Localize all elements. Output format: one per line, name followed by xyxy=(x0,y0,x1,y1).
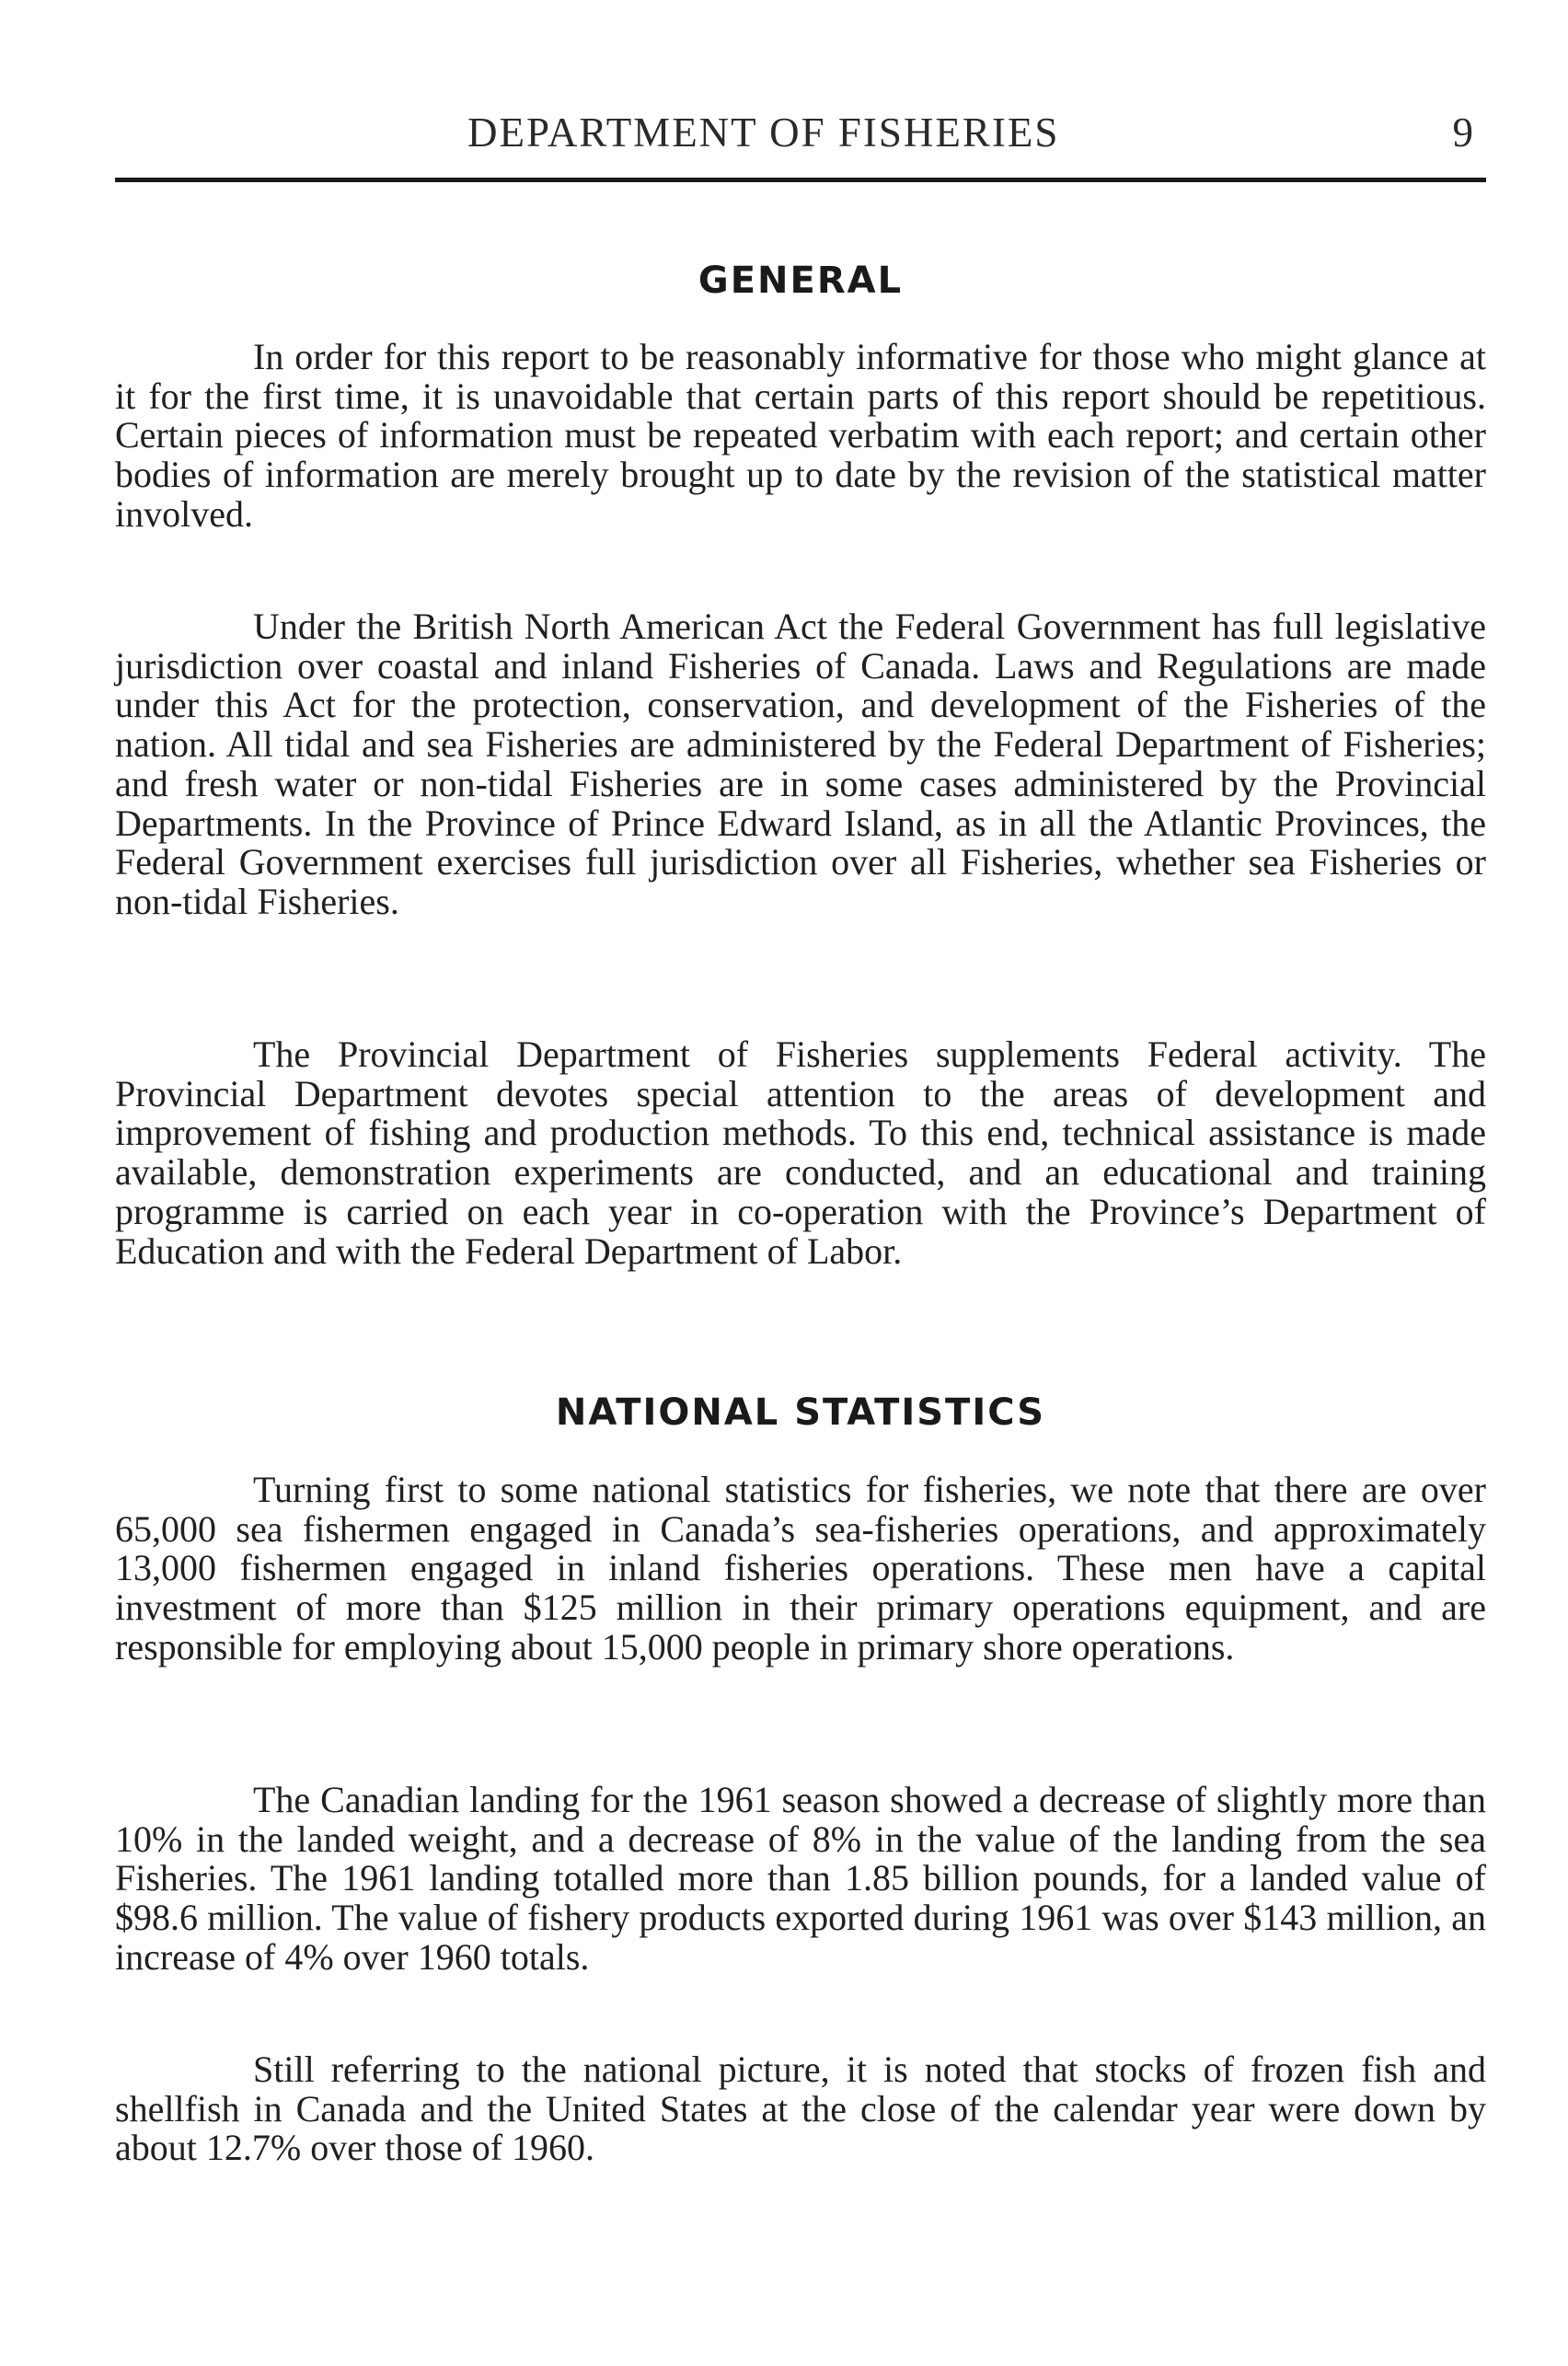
paragraph-national-2: The Canadian landing for the 1961 season showed a decrease of slightly more than 10% in the landed weight, and a decrease of 8% in the value of the landing from the sea Fisheries. The 1961 landing totalled more than 1.85 billion pounds, for a landed value of $98.6 million. The value of fishery products exported during 1961 was over $143 million, an increase of 4% over 1960 totals. xyxy=(115,1779,1486,1978)
paragraph-national-1: Turning first to some national statistics for fisheries, we note that there are over 65,000 sea fishermen engaged in Canada’s sea-fisheries operations, and approximately 13,000 fishermen engaged in inland fisheries operations. These men have a capital investment of more than $125 million in their primary operations equipment, and are responsible for employing about 15,000 people in primary shore operations. xyxy=(115,1469,1486,1668)
paragraph-general-2: Under the British North American Act the Federal Government has full legislative jurisdiction over coastal and inland Fisheries of Canada. Laws and Regulations are made under this Act for the protection, conservation, and development of the Fisheries of the nation. All tidal and sea Fisheries are administered by the Federal Department of Fisheries; and fresh water or non-tidal Fisheries are in some cases administered by the Provincial Departments. In the Province of Prince Edward Island, as in all the Atlantic Provinces, the Federal Government exercises full jurisdiction over all Fisheries, whether sea Fisheries or non-tidal Fisheries. xyxy=(115,606,1486,922)
section-heading-national-statistics: NATIONAL STATISTICS xyxy=(555,1391,1046,1434)
running-title: DEPARTMENT OF FISHERIES xyxy=(467,110,1060,156)
page-number: 9 xyxy=(1452,110,1473,156)
paragraph-national-3: Still referring to the national picture, it is noted that stocks of frozen fish and shellfish in Canada and the United States at the close of the calendar year were down by about 12.7% over those of 1960. xyxy=(115,2049,1486,2169)
paragraph-general-1: In order for this report to be reasonably informative for those who might glance at it for the first time, it is unavoidable that certain parts of this report should be repetitious. Certain pieces of information must be repeated verbatim with each report; and certain other bodies of information are merely brought up to date by the revision of the statistical matter involved. xyxy=(115,336,1486,535)
paragraph-general-3: The Provincial Department of Fisheries supplements Federal activity. The Provincial Department devotes special attention to the areas of development and improvement of fishing and production methods. To this end, technical assistance is made available, demonstration experiments are conducted, and an educational and training programme is carried on each year in co-operation with the Province’s Department of Education and with the Federal Department of Labor. xyxy=(115,1033,1486,1272)
section-heading-general: GENERAL xyxy=(698,260,904,302)
running-header xyxy=(115,109,1486,164)
header-rule xyxy=(115,178,1486,182)
